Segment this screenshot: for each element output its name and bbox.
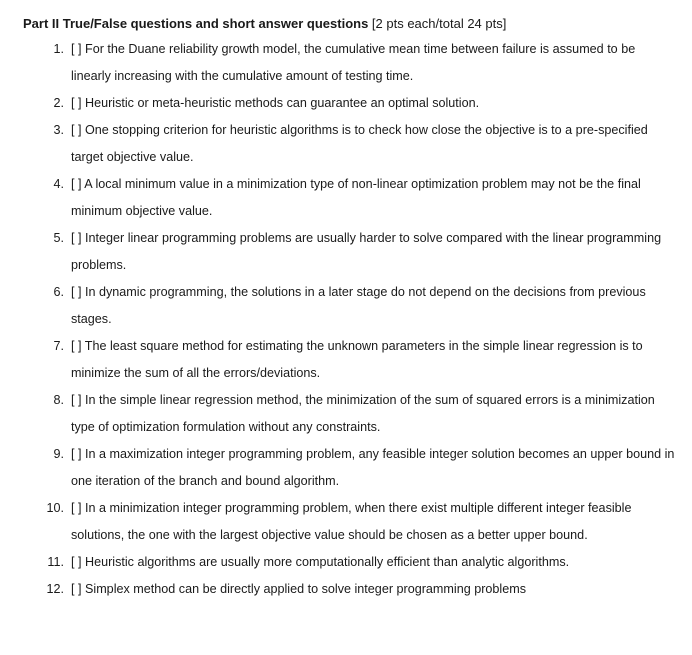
question-list (23, 36, 676, 603)
section-title: Part II True/False questions and short answer questions (23, 16, 369, 31)
question-text: [ ] Simplex method can be directly applied to solve integer programming problems (71, 582, 526, 596)
question-number: 4. (53, 177, 64, 191)
question-text: [ ] A local minimum value in a minimization type of non-linear optimization problem may not be the final minimum objective value. (71, 177, 641, 218)
question-text: [ ] Integer linear programming problems are usually harder to solve compared with the linear programming problems. (71, 231, 662, 272)
question-text: [ ] In dynamic programming, the solutions in a later stage do not depend on the decisions from previous stages. (71, 285, 646, 326)
question-item (23, 279, 676, 333)
question-text: [ ] For the Duane reliability growth model, the cumulative mean time between failure is assumed to be linearly increasing with the cumulative amount of testing time. (71, 42, 636, 83)
question-item (23, 495, 676, 549)
question-item (23, 171, 676, 225)
question-number: 7. (53, 339, 64, 353)
question-item (23, 387, 676, 441)
question-item (23, 117, 676, 171)
question-number: 3. (53, 123, 64, 137)
question-text: [ ] In a maximization integer programming problem, any feasible integer solution becomes an upper bound in one iteration of the branch and bound algorithm. (71, 447, 675, 488)
question-number: 10. (46, 501, 64, 515)
question-item (23, 90, 676, 117)
question-text: [ ] Heuristic or meta-heuristic methods can guarantee an optimal solution. (71, 96, 480, 110)
question-text: [ ] In the simple linear regression method, the minimization of the sum of squared errors is a minimization type of optimization formulation without any constraints. (71, 393, 655, 434)
question-number: 1. (53, 42, 64, 56)
points-note: [2 pts each/total 24 pts] (368, 16, 507, 31)
question-text: [ ] In a minimization integer programming problem, when there exist multiple different integer feasible solutions, the one with the largest objective value should be chosen as a better upper bound. (71, 501, 632, 542)
question-number: 5. (53, 231, 64, 245)
question-text: [ ] The least square method for estimating the unknown parameters in the simple linear regression is to minimize the sum of all the errors/deviations. (71, 339, 643, 380)
question-item (23, 225, 676, 279)
question-item (23, 576, 676, 603)
question-number: 8. (53, 393, 64, 407)
question-text: [ ] Heuristic algorithms are usually more computationally efficient than analytic algorithms. (71, 555, 570, 569)
question-text: [ ] One stopping criterion for heuristic algorithms is to check how close the objective is to a pre-specified target objective value. (71, 123, 648, 164)
question-item (23, 441, 676, 495)
question-number: 9. (53, 447, 64, 461)
question-number: 11. (47, 555, 64, 569)
question-item (23, 36, 676, 90)
question-number: 6. (53, 285, 64, 299)
question-number: 12. (46, 582, 64, 596)
question-item (23, 549, 676, 576)
question-number: 2. (53, 96, 64, 110)
section-heading (23, 14, 676, 34)
question-item (23, 333, 676, 387)
